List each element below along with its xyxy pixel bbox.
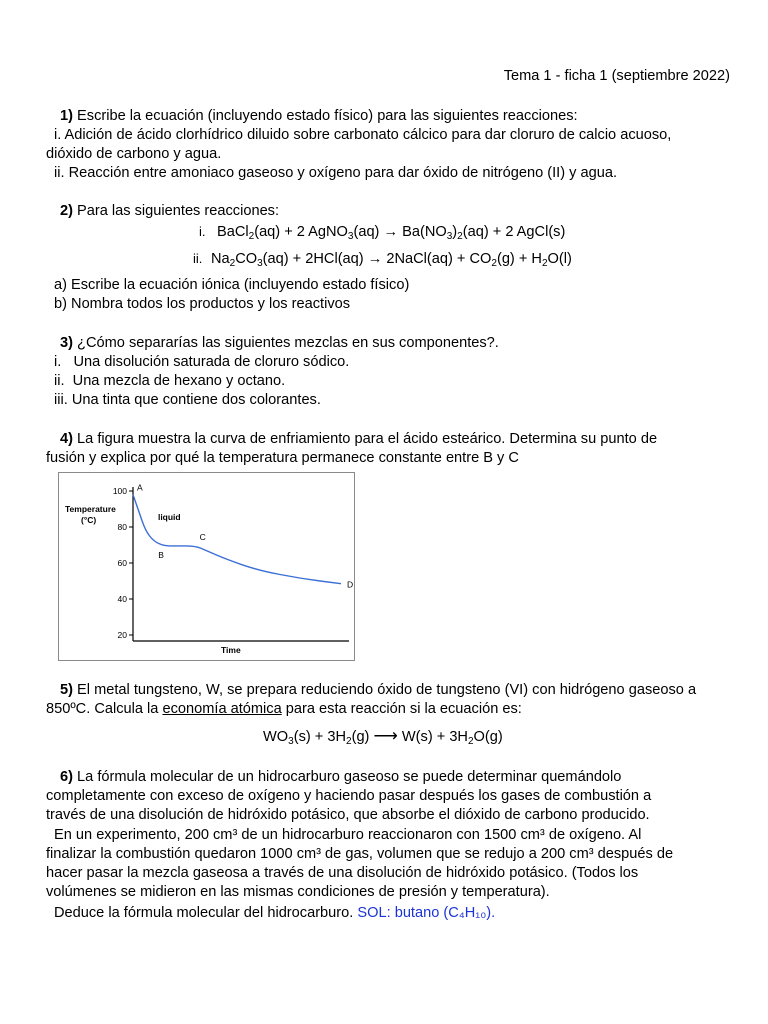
cooling-curve-line: [133, 495, 341, 584]
cooling-curve-svg: [59, 473, 356, 662]
annotation-b: B: [158, 549, 164, 560]
y-tick-label: 20: [117, 630, 127, 640]
equation-tungsten: $WO_3(s) + 3H_2(g)$ ⟶ $W(s) + 3H_2O(g)$: [263, 726, 503, 747]
question-5-text: El metal tungsteno, W, se prepara reduciendo óxido de tungsteno (VI) con hidrógeno gaseoso a: [77, 682, 697, 698]
question-1-item-i-cont: dióxido de carbono y agua.: [46, 146, 222, 162]
question-5-text-post: para esta reacción si la ecuación es:: [281, 701, 522, 717]
question-1-prompt: Escribe la ecuación (incluyendo estado físico) para las siguientes reacciones:: [77, 108, 578, 124]
question-6-question: Deduce la fórmula molecular del hidrocarburo.: [54, 905, 354, 921]
question-5-number: 5): [60, 682, 73, 698]
question-2-part-a: a) Escribe la ecuación iónica (incluyendo estado físico): [54, 277, 410, 293]
question-3-item-iii: iii. Una tinta que contiene dos colorantes.: [54, 392, 321, 408]
question-6-number: 6): [60, 769, 73, 785]
question-3-number: 3): [60, 335, 73, 351]
question-4: [60, 430, 657, 449]
y-axis-label-line1: Temperature: [65, 504, 116, 514]
solution-text: SOL: butano (C₄H₁₀).: [357, 905, 496, 921]
question-4-number: 4): [60, 431, 73, 447]
x-axis-label: Time: [221, 645, 241, 655]
question-3: [60, 334, 499, 353]
y-tick-label: 100: [112, 486, 127, 496]
y-axis-label-line2: (°C): [81, 515, 97, 525]
cooling-curve-chart: [58, 472, 355, 661]
y-tick-label: 60: [117, 558, 127, 568]
question-6-text-7: volúmenes se midieron en las mismas condiciones de presión y temperatura).: [46, 884, 550, 900]
question-5: [60, 681, 696, 700]
y-tick-label: 80: [117, 522, 127, 532]
question-1-number: 1): [60, 108, 73, 124]
question-6: [60, 768, 621, 787]
annotation-liquid: liquid: [157, 511, 181, 522]
question-4-text: La figura muestra la curva de enfriamiento para el ácido esteárico. Determina su punto de: [77, 431, 658, 447]
question-2-number: 2): [60, 203, 73, 219]
question-3-item-i: i. Una disolución saturada de cloruro sódico.: [54, 354, 350, 370]
question-6-text-1: La fórmula molecular de un hidrocarburo gaseoso se puede determinar quemándolo: [77, 769, 622, 785]
question-6-text-5: finalizar la combustión quedaron 1000 cm³ de gas, volumen que se redujo a 200 cm³ después de: [46, 846, 674, 862]
atom-economy-term: economía atómica: [162, 701, 282, 717]
y-tick-label: 40: [117, 594, 127, 604]
question-6-text-3: través de una disolución de hidróxido potásico, que absorbe el dióxido de carbono producido.: [46, 807, 650, 823]
question-5-text-cont: [46, 700, 522, 719]
question-1: [60, 107, 578, 126]
equation-ii-label: ii.: [193, 251, 203, 266]
page-header: Tema 1 - ficha 1 (septiembre 2022): [503, 68, 730, 84]
annotation-c: C: [199, 531, 206, 542]
equation-ii: ii. $Na_2CO_3(aq) + 2HCl(aq)$ → 2NaCl(aq) + $CO_2(g) + H_2O(l)$: [193, 251, 572, 269]
question-2: [60, 202, 279, 221]
annotation-d: D: [347, 579, 354, 590]
equation-i-label: i.: [199, 224, 206, 239]
question-4-text-cont: fusión y explica por qué la temperatura permanece constante entre B y C: [46, 450, 519, 466]
equation-i: i. BaCl$_2$(aq) + 2 AgNO$_3$(aq) → $Ba(NO_3)_2(aq) + 2$ AgCl(s): [199, 224, 566, 242]
question-3-prompt: ¿Cómo separarías las siguientes mezclas en sus componentes?.: [77, 335, 499, 351]
question-2-prompt: Para las siguientes reacciones:: [77, 203, 280, 219]
question-6-text-2: completamente con exceso de oxígeno y haciendo pasar después los gases de combustión a: [46, 788, 652, 804]
question-1-item-ii: ii. Reacción entre amoniaco gaseoso y oxígeno para dar óxido de nitrógeno (II) y agua.: [54, 165, 618, 181]
question-6-text-8: [54, 904, 495, 923]
question-6-text-6: hacer pasar la mezcla gaseosa a través de una disolución de hidróxido potásico. (Todos los: [46, 865, 639, 881]
question-3-item-ii: ii. Una mezcla de hexano y octano.: [54, 373, 286, 389]
question-2-part-b: b) Nombra todos los productos y los reactivos: [54, 296, 351, 312]
question-1-item-i: i. Adición de ácido clorhídrico diluido sobre carbonato cálcico para dar cloruro de calcio acuoso,: [54, 127, 672, 143]
question-5-text-pre: 850ºC. Calcula la: [46, 701, 163, 717]
question-6-text-4: En un experimento, 200 cm³ de un hidrocarburo reaccionaron con 1500 cm³ de oxígeno. Al: [54, 827, 642, 843]
annotation-a: A: [137, 482, 143, 493]
